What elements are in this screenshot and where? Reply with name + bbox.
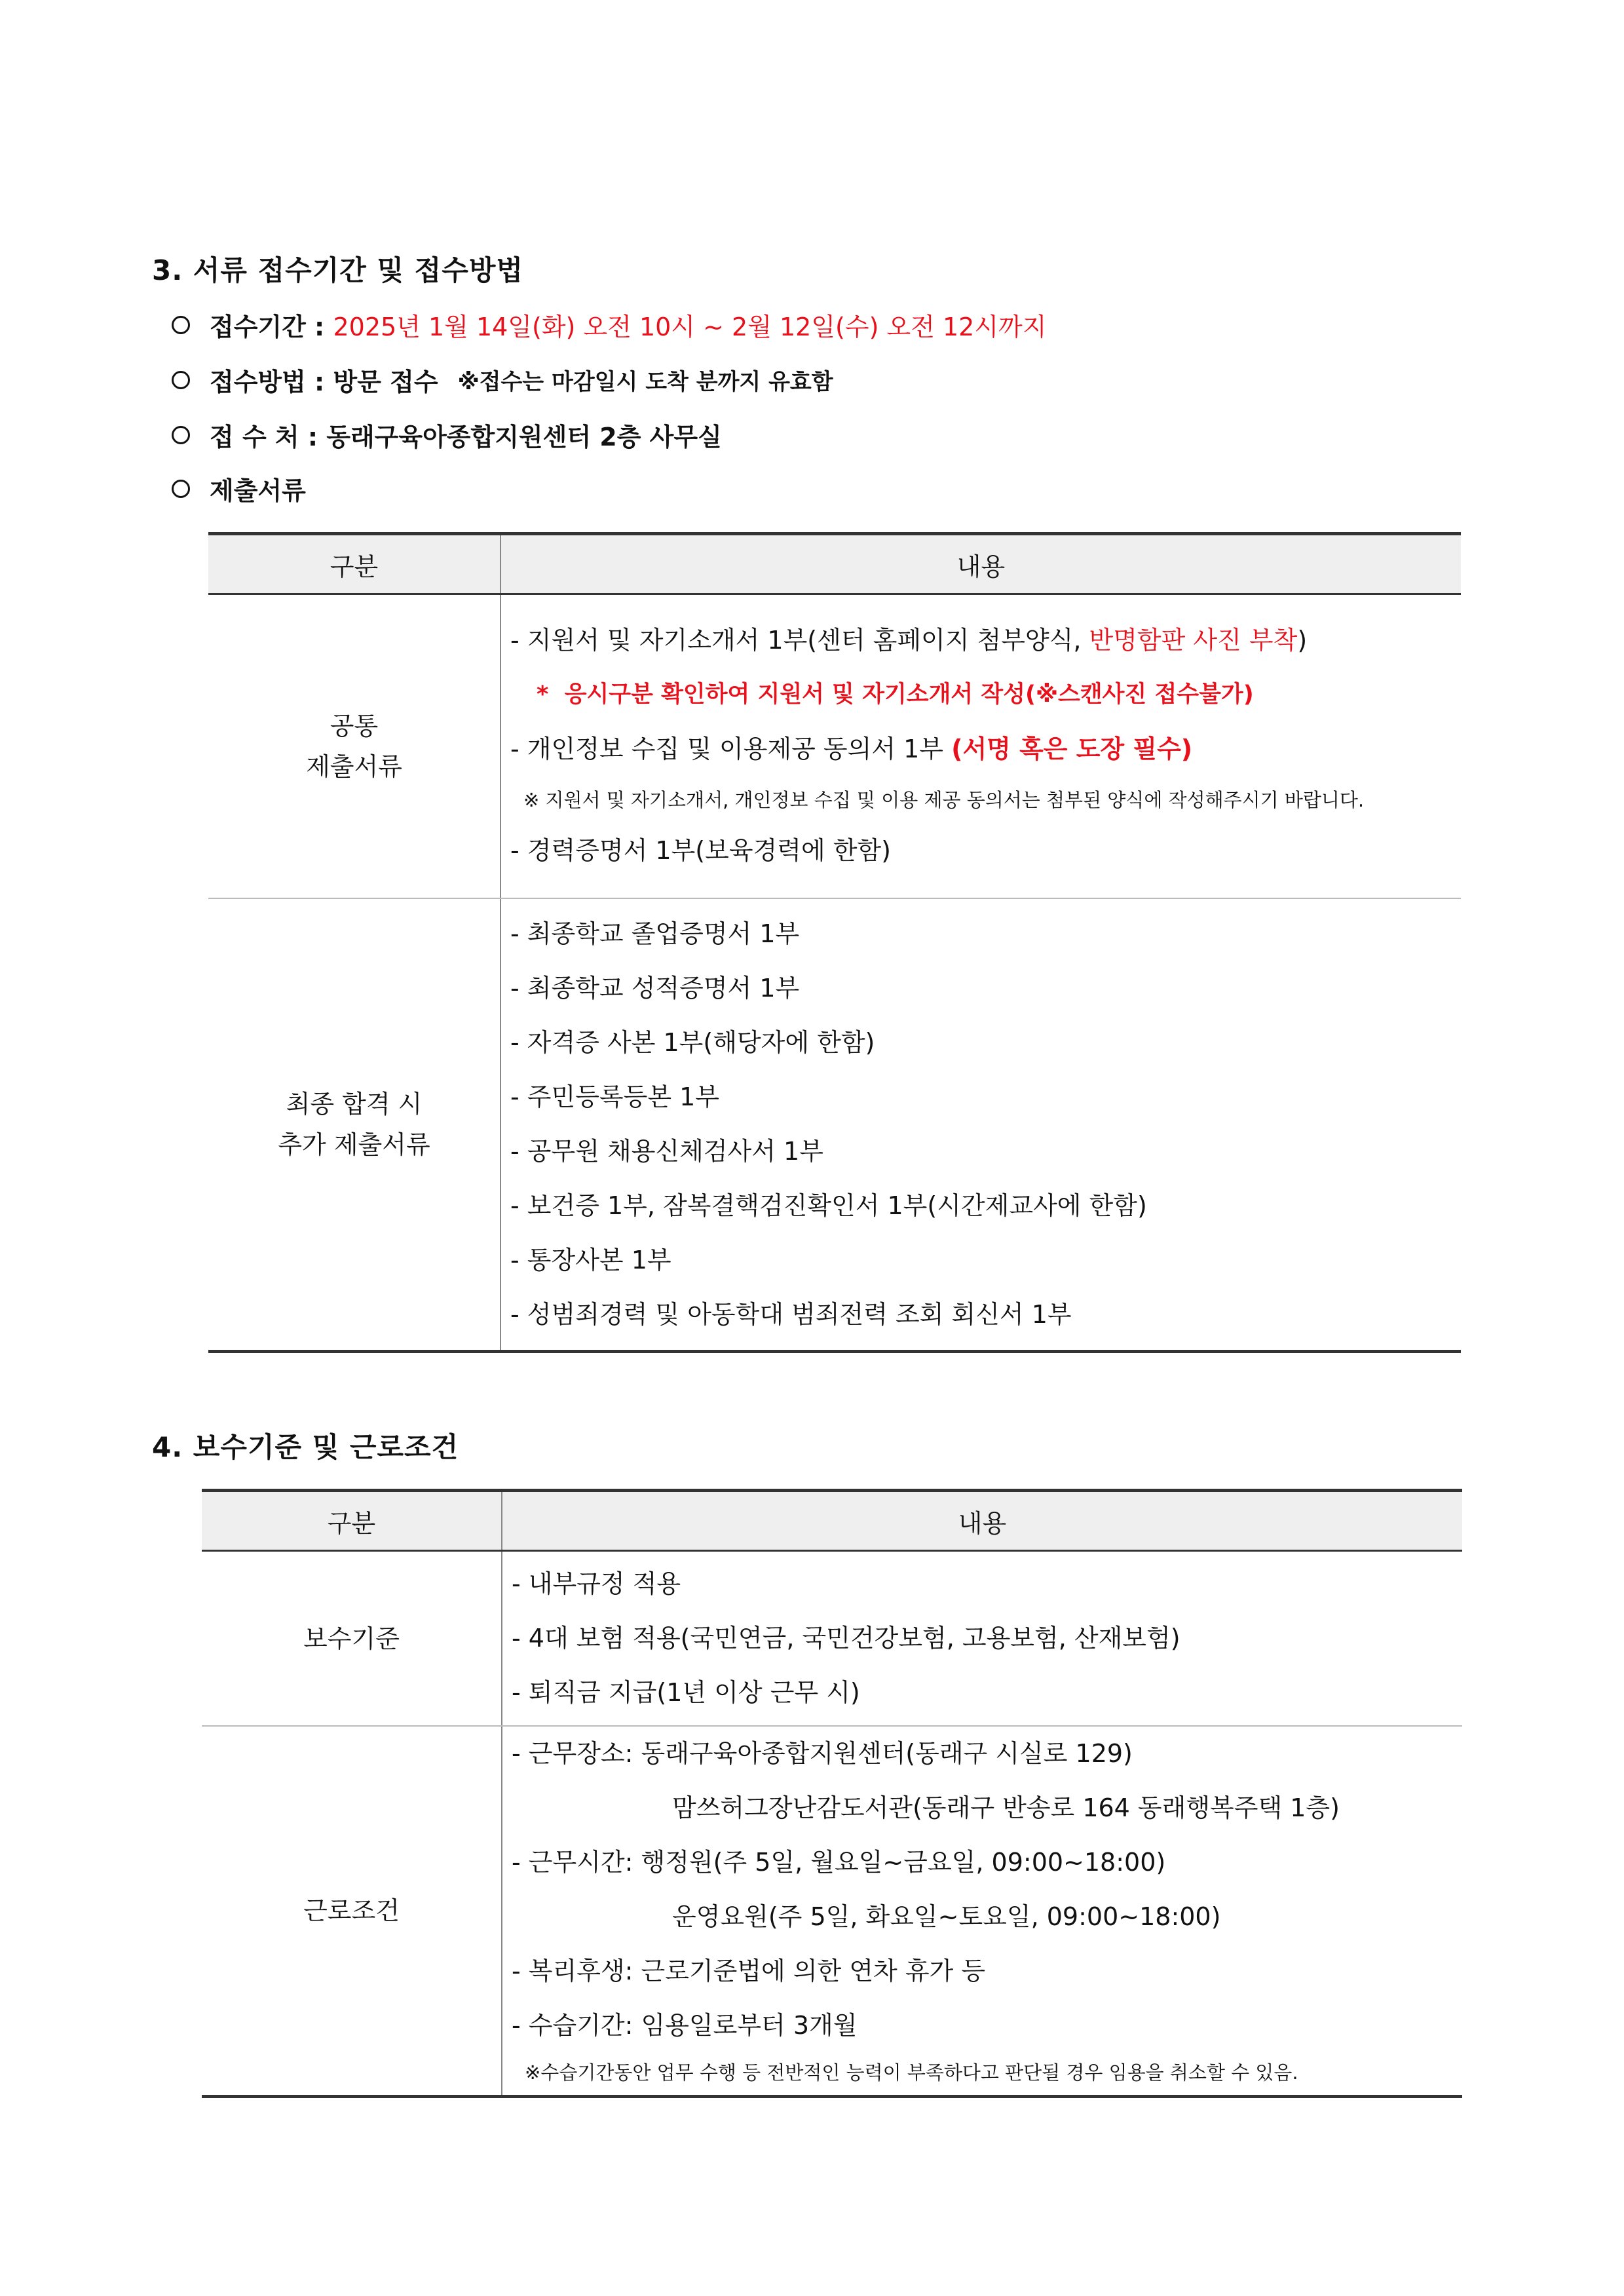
common-doc-item: - 경력증명서 1부(보육경력에 한함) (510, 836, 891, 865)
table-row-conditions (202, 1726, 1462, 2097)
submission-docs-line (172, 470, 306, 507)
category-line: 추가 제출서류 (278, 1130, 430, 1159)
reception-period-label: 접수기간 : (210, 313, 333, 341)
category-line: 공통 (330, 712, 379, 740)
final-doc-item: - 최종학교 성적증명서 1부 (510, 974, 800, 1003)
reception-place-line (172, 417, 722, 453)
reception-method-value: 방문 접수 (333, 368, 438, 396)
work-hours-item-2: 운영요원(주 5일, 화요일~토요일, 09:00~18:00) (672, 1902, 1221, 1931)
circle-bullet-icon (172, 371, 190, 389)
pay-category: 보수기준 (202, 1551, 502, 1727)
common-doc-warning: * 응시구분 확인하여 지원서 및 자기소개서 작성(※스캔사진 접수불가) (537, 681, 1254, 708)
submission-docs-table (208, 532, 1461, 1353)
table-row-common (208, 594, 1461, 899)
common-doc-item: - 개인정보 수집 및 이용제공 동의서 1부 (서명 혹은 도장 필수) (510, 735, 1193, 763)
reception-place-label: 접 수 처 : (210, 423, 327, 451)
reception-method-label: 접수방법 : (210, 368, 333, 396)
category-line: 제출서류 (306, 752, 402, 781)
final-doc-item: - 자격증 사본 1부(해당자에 한함) (510, 1028, 875, 1057)
pay-item: - 4대 보험 적용(국민연금, 국민건강보험, 고용보험, 산재보험) (512, 1624, 1180, 1653)
common-doc-item: - 지원서 및 자기소개서 1부(센터 홈페이지 첨부양식, 반명함판 사진 부착) (510, 626, 1308, 655)
probation-item: - 수습기간: 임용일로부터 3개월 (512, 2011, 858, 2040)
reception-period-value: 2025년 1월 14일(화) 오전 10시 ~ 2월 12일(수) 오전 12시까지 (333, 313, 1047, 341)
pay-item: - 퇴직금 지급(1년 이상 근무 시) (512, 1678, 860, 1707)
workplace-item-2: 맘쓰허그장난감도서관(동래구 반송로 164 동래행복주택 1층) (672, 1793, 1340, 1822)
work-hours-item: - 근무시간: 행정원(주 5일, 월요일~금요일, 09:00~18:00) (512, 1848, 1166, 1877)
welfare-item: - 복리후생: 근로기준법에 의한 연차 휴가 등 (512, 1957, 986, 1985)
circle-bullet-icon (172, 426, 190, 444)
reception-method-line (172, 362, 833, 398)
common-doc-note: ※ 지원서 및 자기소개서, 개인정보 수집 및 이용 제공 동의서는 첨부된 양식에 작성해주시기 바랍니다. (523, 789, 1365, 811)
final-doc-item: - 보건증 1부, 잠복결핵검진확인서 1부(시간제교사에 한함) (510, 1191, 1147, 1220)
final-doc-item: - 공무원 채용신체검사서 1부 (510, 1137, 823, 1166)
final-doc-item: - 통장사본 1부 (510, 1246, 671, 1274)
probation-note: ※수습기간동안 업무 수행 등 전반적인 능력이 부족하다고 판단될 경우 임용을 취소할 수 있음. (525, 2061, 1298, 2084)
reception-place-value: 동래구육아종합지원센터 2층 사무실 (326, 423, 722, 451)
table-header-category: 구분 (208, 534, 500, 594)
table-header-content: 내용 (500, 534, 1461, 594)
reception-method-note: ※접수는 마감일시 도착 분까지 유효함 (457, 369, 833, 395)
final-doc-item: - 주민등록등본 1부 (510, 1082, 720, 1111)
submission-docs-label: 제출서류 (210, 476, 306, 505)
reception-period-line (172, 307, 1046, 343)
section-4-heading: 4. 보수기준 및 근로조건 (152, 1431, 459, 1463)
pay-item: - 내부규정 적용 (512, 1569, 681, 1598)
conditions-category: 근로조건 (202, 1726, 502, 2097)
table-row-final (208, 898, 1461, 1352)
table-header-content: 내용 (502, 1491, 1462, 1551)
table-header-category: 구분 (202, 1491, 502, 1551)
final-doc-item: - 성범죄경력 및 아동학대 범죄전력 조회 회신서 1부 (510, 1300, 1072, 1329)
final-docs-category (208, 898, 500, 1352)
star-icon: * (537, 681, 549, 708)
circle-bullet-icon (172, 480, 190, 498)
section-3-heading: 3. 서류 접수기간 및 접수방법 (152, 254, 523, 286)
circle-bullet-icon (172, 316, 190, 334)
category-line: 최종 합격 시 (286, 1090, 423, 1119)
workplace-item: - 근무장소: 동래구육아종합지원센터(동래구 시실로 129) (512, 1739, 1133, 1768)
table-row-pay (202, 1551, 1462, 1727)
final-doc-item: - 최종학교 졸업증명서 1부 (510, 919, 800, 948)
pay-conditions-table (202, 1489, 1462, 2098)
common-docs-category (208, 594, 500, 899)
